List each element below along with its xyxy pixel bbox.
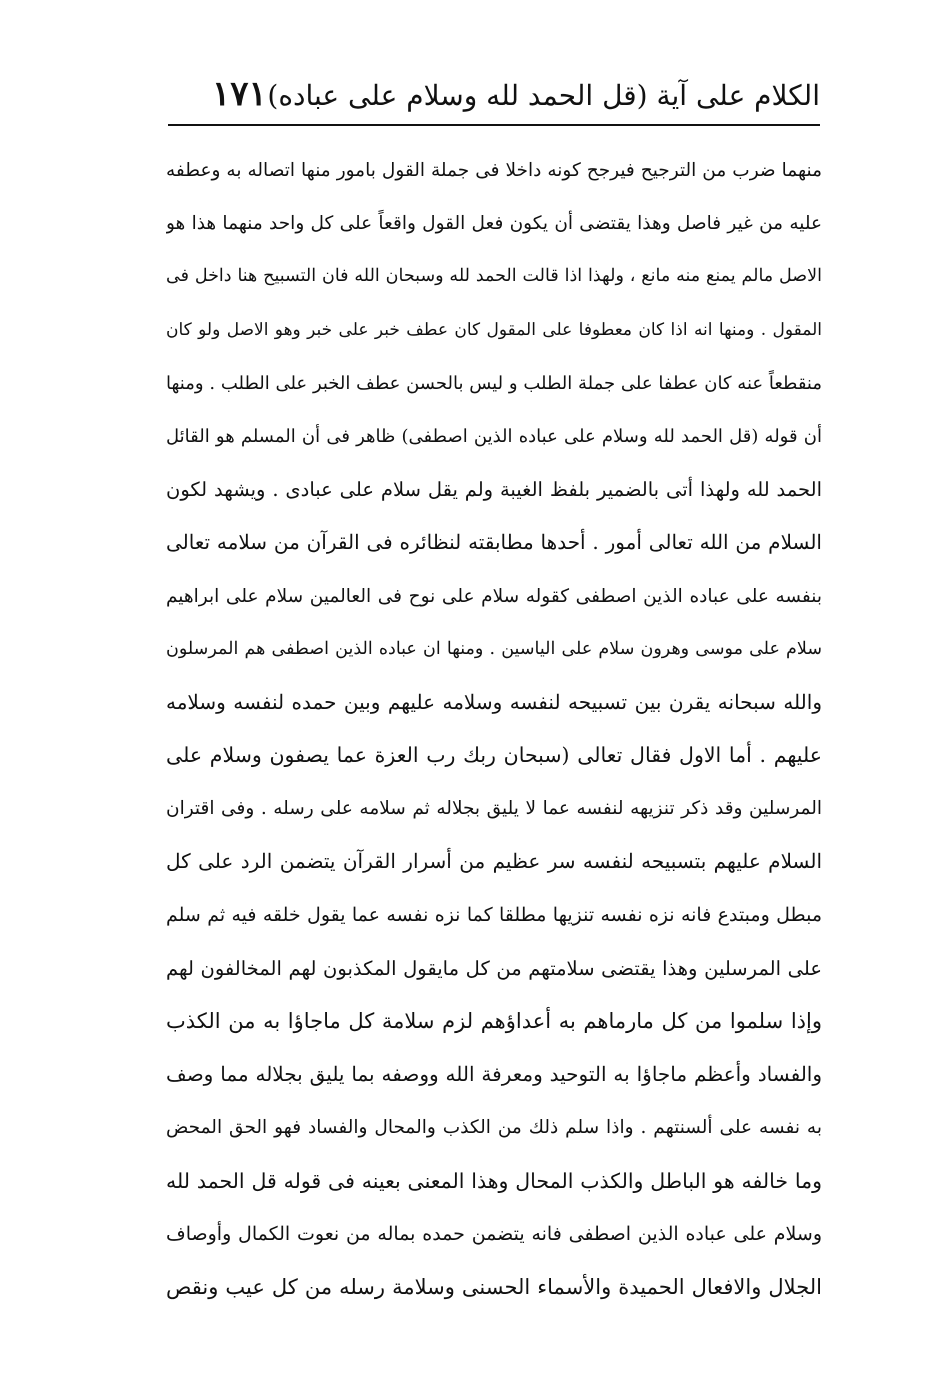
text-line: الاصل مالم يمنع منه مانع ، ولهذا اذا قالت الحمد لله وسبحان الله فان التسبيح هنا داخل فى xyxy=(166,266,822,287)
text-line: عليهم . أما الاول فقال تعالى (سبحان ربك رب العزة عما يصفون وسلام على xyxy=(166,743,822,768)
text-line: به نفسه على ألسنتهم . واذا سلم ذلك من الكذب والمحال والفساد فهو الحق المحض xyxy=(166,1117,822,1139)
text-line: منقطعاً عنه كان عطفا على جملة الطلب و ليس بالحسن عطف الخبر على الطلب . ومنها xyxy=(166,372,822,394)
text-line: الحمد لله ولهذا أتى بالضمير بلفظ الغيبة ولم يقل سلام على عبادى . ويشهد لكون xyxy=(166,478,822,502)
text-line: عليه من غير فاصل وهذا يقتضى أن يكون فعل القول واقعاً على كل واحد منهما هذا هو xyxy=(166,213,822,235)
text-line: منهما ضرب من الترجيح فيرجح كونه داخلا فى جملة القول بامور منها اتصاله به وعطفه xyxy=(166,160,822,181)
text-line: والله سبحانه يقرن بين تسبيحه لنفسه وسلامه عليهم وبين حمده لنفسه وسلامه xyxy=(166,689,822,714)
text-line: وإذا سلموا من كل مارماهم به أعداؤهم لزم سلامة كل ماجاؤا به من الكذب xyxy=(166,1009,822,1033)
running-title: الكلام على آية (قل الحمد لله وسلام على عباده) xyxy=(267,79,820,112)
text-line: أن قوله (قل الحمد لله وسلام على عباده الذين اصطفى) ظاهر فى أن المسلم هو القائل xyxy=(166,425,822,447)
text-line: المقول . ومنها انه اذا كان معطوفا على المقول كان عطف خبر على خبر وهو الاصل ولو كان xyxy=(166,319,822,340)
text-line: وسلام على عباده الذين اصطفى فانه يتضمن حمده بماله من نعوت الكمال وأوصاف xyxy=(166,1222,822,1245)
text-line: السلام من الله تعالى أمور . أحدها مطابقته لنظائره فى القرآن من سلامه تعالى xyxy=(166,530,822,555)
text-line: بنفسه على عباده الذين اصطفى كقوله سلام على نوح فى العالمين سلام على ابراهيم xyxy=(166,585,822,607)
header-divider xyxy=(168,124,820,126)
text-line: على المرسلين وهذا يقتضى سلامتهم من كل مايقول المكذبون لهم المخالفون لهم xyxy=(166,956,822,980)
text-line: سلام على موسى وهرون سلام على الياسين . ومنها ان عباده الذين اصطفى هم المرسلون xyxy=(166,638,822,659)
page-body xyxy=(166,144,822,1314)
text-line: مبطل ومبتدع فانه نزه نفسه تنزيها مطلقا كما نزه نفسه عما يقول خلقه فيه ثم سلم xyxy=(166,903,822,926)
page-number: ١٧١ xyxy=(212,74,267,114)
text-line: المرسلين وقد ذكر تنزيهه لنفسه عما لا يليق بجلاله ثم سلامه على رسله . وفى اقتران xyxy=(166,798,822,820)
text-line: وما خالفه هو الباطل والكذب المحال وهذا المعنى بعينه فى قوله قل الحمد لله xyxy=(166,1168,822,1193)
text-line: السلام عليهم بتسبيحه لنفسه سر عظيم من أسرار القرآن يتضمن الرد على كل xyxy=(166,849,822,874)
page-header xyxy=(168,72,820,120)
text-line: والفساد وأعظم ماجاؤا به التوحيد ومعرفة الله ووصفه بما يليق بجلاله مما وصف xyxy=(166,1062,822,1087)
text-line: الجلال والافعال الحميدة والأسماء الحسنى وسلامة رسله من كل عيب ونقص xyxy=(166,1274,822,1299)
